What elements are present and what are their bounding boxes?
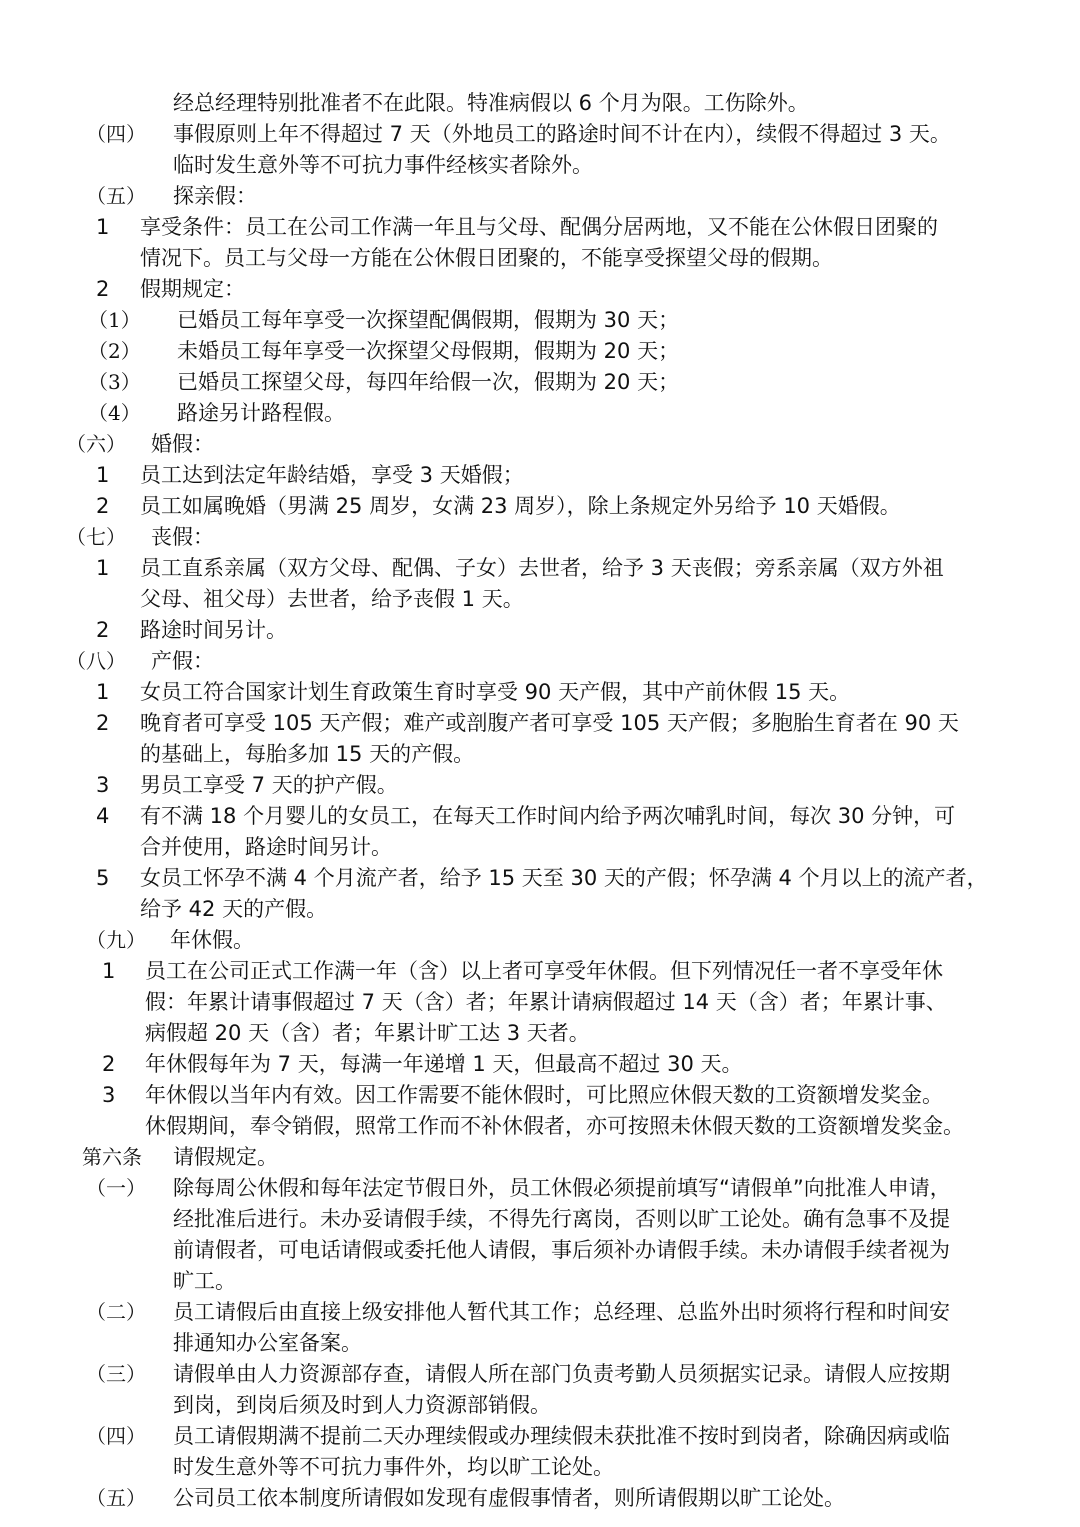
item-marker: 1: [96, 463, 110, 487]
text-line: 休假期间，奉令销假，照常工作而不补休假者，亦可按照未休假天数的工资额增发奖金。: [145, 1114, 964, 1138]
item-marker: 2: [96, 494, 110, 518]
item-marker: 3: [102, 1083, 116, 1107]
item-marker: （四）: [86, 1424, 146, 1448]
text-line: 员工达到法定年龄结婚，享受 3 天婚假；: [140, 463, 524, 487]
text-line: 事假原则上年不得超过 7 天（外地员工的路途时间不计在内），续假不得超过 3 天。: [173, 122, 951, 146]
text-line: 路途时间另计。: [140, 618, 287, 642]
text-line: 产假：: [151, 649, 214, 673]
item-marker: 3: [96, 773, 110, 797]
text-line: 员工在公司正式工作满一年（含）以上者可享受年休假。但下列情况任一者不享受年休: [145, 959, 943, 983]
text-line: 到岗，到岗后须及时到人力资源部销假。: [173, 1393, 551, 1417]
text-line: 公司员工依本制度所请假如发现有虚假事情者，则所请假期以旷工论处。: [173, 1486, 845, 1510]
item-marker: （一）: [86, 1176, 146, 1200]
item-marker: 1: [96, 215, 110, 239]
text-line: 前请假者，可电话请假或委托他人请假，事后须补办请假手续。未办请假手续者视为: [173, 1238, 950, 1262]
text-line: 给予 42 天的产假。: [140, 897, 328, 921]
item-marker: （八）: [66, 649, 126, 673]
text-line: 时发生意外等不可抗力事件外，均以旷工论处。: [173, 1455, 614, 1479]
text-line: 年休假以当年内有效。因工作需要不能休假时，可比照应休假天数的工资额增发奖金。: [145, 1083, 943, 1107]
text-line: 父母、祖父母）去世者，给予丧假 1 天。: [140, 587, 524, 611]
item-marker: 1: [102, 959, 116, 983]
item-marker: （4）: [88, 401, 141, 425]
item-marker: 5: [96, 866, 110, 890]
text-line: 晚育者可享受 105 天产假；难产或剖腹产者可享受 105 天产假；多胞胎生育者在 90 天: [140, 711, 959, 735]
text-line: 女员工怀孕不满 4 个月流产者，给予 15 天至 30 天的产假；怀孕满 4 个月以上的流产者，: [140, 866, 988, 890]
text-line: 除每周公休假和每年法定节假日外，员工休假必须提前填写“请假单”向批准人申请，: [173, 1176, 951, 1200]
text-line: 丧假：: [151, 525, 214, 549]
text-line: 假期规定：: [140, 277, 245, 301]
text-line: 已婚员工每年享受一次探望配偶假期，假期为 30 天；: [177, 308, 680, 332]
text-line: 有不满 18 个月婴儿的女员工，在每天工作时间内给予两次哺乳时间，每次 30 分钟，可: [140, 804, 956, 828]
item-marker: （五）: [86, 184, 146, 208]
text-line: 女员工符合国家计划生育政策生育时享受 90 天产假，其中产前休假 15 天。: [140, 680, 851, 704]
text-line: 员工直系亲属（双方父母、配偶、子女）去世者，给予 3 天丧假；旁系亲属（双方外祖: [140, 556, 944, 580]
text-line: 情况下。员工与父母一方能在公休假日团聚的，不能享受探望父母的假期。: [140, 246, 833, 270]
text-line: 临时发生意外等不可抗力事件经核实者除外。: [173, 153, 593, 177]
text-line: 旷工。: [173, 1269, 236, 1293]
text-line: 员工请假期满不提前二天办理续假或办理续假未获批准不按时到岗者，除确因病或临: [173, 1424, 950, 1448]
item-marker: 4: [96, 804, 110, 828]
text-line: 未婚员工每年享受一次探望父母假期，假期为 20 天；: [177, 339, 680, 363]
text-line: 排通知办公室备案。: [173, 1331, 362, 1355]
item-marker: （二）: [86, 1300, 146, 1324]
item-marker: （三）: [86, 1362, 146, 1386]
article-marker: 第六条: [82, 1145, 142, 1169]
item-marker: （3）: [88, 370, 141, 394]
text-line: 年休假。: [170, 928, 254, 952]
item-marker: （七）: [66, 525, 126, 549]
item-marker: 2: [96, 618, 110, 642]
item-marker: （2）: [88, 339, 141, 363]
item-marker: 2: [96, 711, 110, 735]
text-line: 员工如属晚婚（男满 25 周岁，女满 23 周岁），除上条规定外另给予 10 天婚假。: [140, 494, 901, 518]
item-marker: （九）: [86, 928, 146, 952]
text-line: 病假超 20 天（含）者；年累计旷工达 3 天者。: [145, 1021, 590, 1045]
text-line: 员工请假后由直接上级安排他人暂代其工作；总经理、总监外出时须将行程和时间安: [173, 1300, 950, 1324]
text-line: 路途另计路程假。: [177, 401, 345, 425]
item-marker: 1: [96, 680, 110, 704]
item-marker: 1: [96, 556, 110, 580]
item-marker: （六）: [66, 432, 126, 456]
text-line: 合并使用，路途时间另计。: [140, 835, 392, 859]
text-line: 男员工享受 7 天的护产假。: [140, 773, 398, 797]
text-line: 请假单由人力资源部存查，请假人所在部门负责考勤人员须据实记录。请假人应按期: [173, 1362, 950, 1386]
text-line: 经批准后进行。未办妥请假手续，不得先行离岗，否则以旷工论处。确有急事不及提: [173, 1207, 950, 1231]
text-line: 探亲假：: [173, 184, 257, 208]
text-line: 的基础上，每胎多加 15 天的产假。: [140, 742, 475, 766]
item-marker: （四）: [86, 122, 146, 146]
item-marker: 2: [102, 1052, 116, 1076]
text-line: 年休假每年为 7 天，每满一年递增 1 天，但最高不超过 30 天。: [145, 1052, 743, 1076]
text-line: 假：年累计请事假超过 7 天（含）者；年累计请病假超过 14 天（含）者；年累计事、: [145, 990, 947, 1014]
item-marker: （五）: [86, 1486, 146, 1510]
text-line: 享受条件：员工在公司工作满一年且与父母、配偶分居两地，又不能在公休假日团聚的: [140, 215, 938, 239]
text-line: 已婚员工探望父母，每四年给假一次，假期为 20 天；: [177, 370, 680, 394]
item-marker: （1）: [88, 308, 141, 332]
text-line: 婚假：: [151, 432, 214, 456]
text-line: 经总经理特别批准者不在此限。特准病假以 6 个月为限。工伤除外。: [173, 91, 809, 115]
item-marker: 2: [96, 277, 110, 301]
text-line: 请假规定。: [173, 1145, 278, 1169]
